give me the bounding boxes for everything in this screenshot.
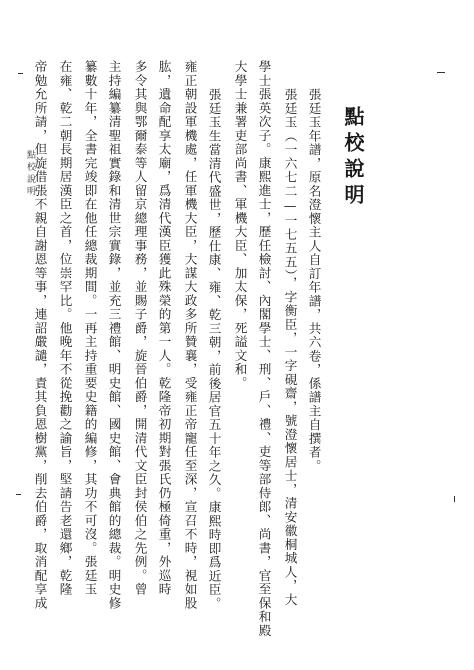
text-column: 張廷玉年譜，原名澄懷主人自訂年譜，共六卷，係譜主自撰者。 bbox=[306, 88, 322, 473]
margin-mark bbox=[18, 73, 23, 74]
text-column: 肱，遺命配享太廟，爲清代漢臣獲此殊榮的第一人。乾隆帝初期對張氏仍極倚重，外巡時 bbox=[156, 60, 172, 597]
margin-mark bbox=[454, 496, 455, 502]
text-column: 學士張英次子。康熙進士，歷任檢討、內閣學士、刑、戶、禮、吏等部侍郎、尚書，官至保和殿 bbox=[256, 60, 272, 638]
margin-mark bbox=[16, 494, 21, 495]
text-column: 張廷玉（一六七二—一七五五），字衡臣，一字硯齋，號澄懷居士，清安徽桐城人，大 bbox=[282, 88, 298, 607]
text-column: 大學士兼署吏部尚書、軍機大臣、加太保，死謚文和。 bbox=[232, 60, 248, 390]
margin-mark bbox=[437, 72, 445, 73]
text-column: 纂數十年，全書完竣即在他任總裁期間。一再主持重要史籍的編修，其功不可沒。張廷玉 bbox=[82, 60, 98, 597]
text-column: 主持編纂清聖祖實錄和清世宗實錄，並充三禮館、明史館、國史館、會典館的總裁。明史修 bbox=[106, 60, 122, 610]
text-column: 多令其與鄂爾泰等人留京總理事務，並賜子爵，旋晉伯爵，開清代文臣封侯伯之先例。曾 bbox=[132, 60, 148, 597]
text-column: 張廷玉生當清代盛世，歷仕康、雍、乾三朝，前後居官五十年之久。康熙時即爲近臣。 bbox=[206, 88, 222, 611]
text-column: 雍正朝設軍機處，任軍機大臣，大謀大政多所贊襄，受雍正帝寵任至深，宣召不時，視如股 bbox=[182, 60, 198, 610]
side-label: 點校說明 bbox=[25, 150, 35, 198]
page-title: 點校說明 bbox=[341, 106, 365, 210]
text-column: 在雍、乾二朝長期居漢臣之首，位崇罕比。他晚年不從挽勸之諭旨，堅請告老還鄉，乾隆 bbox=[57, 60, 73, 597]
text-column: 帝勉允所請，但旋借張不親自謝恩等事，連詔嚴譴，責其負恩樹黨，削去伯爵，取消配享成 bbox=[32, 60, 48, 610]
